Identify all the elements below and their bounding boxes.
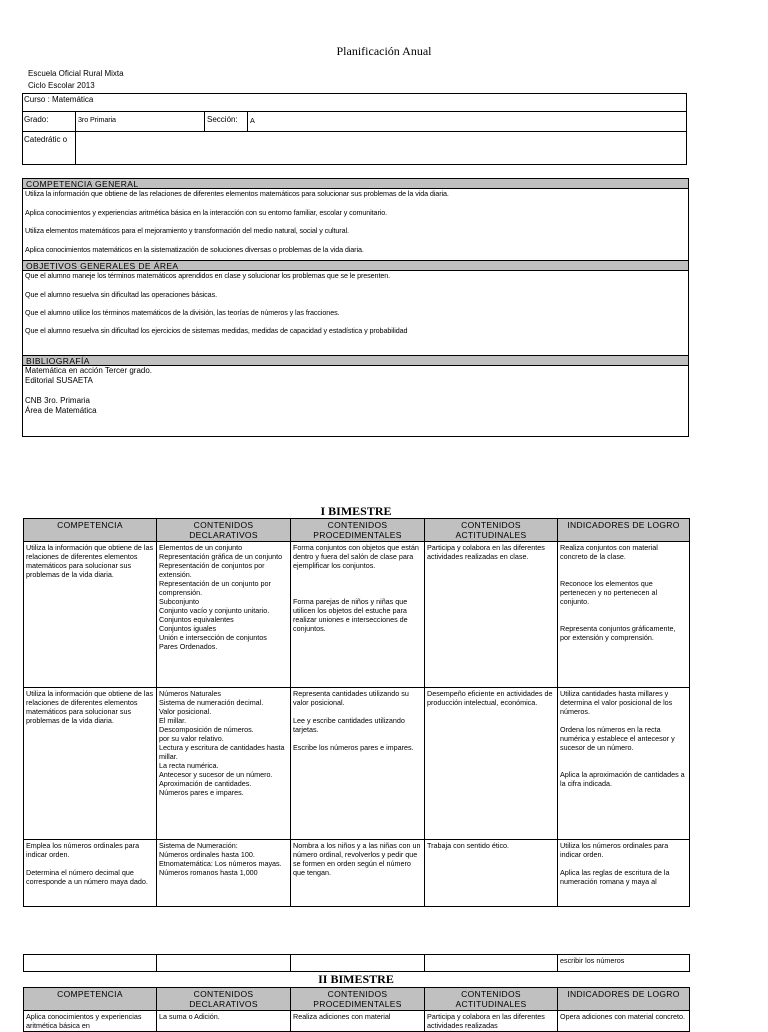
general-competence-item: Utiliza elementos matemáticos para el mejoramiento y transformación del medio natural, social y cultural. — [25, 226, 349, 235]
cell-text: por su valor relativo. — [159, 734, 224, 743]
column-header: INDICADORES DE LOGRO — [558, 519, 690, 542]
grade-value: 3ro Primaria — [78, 115, 116, 124]
cell-text: Desempeño eficiente en actividades de producción intelectual, económica. — [427, 689, 553, 707]
bimester-2-table — [23, 987, 690, 1032]
cell-text — [157, 955, 291, 972]
cell-text: Lee y escribe cantidades utilizando tarjetas. — [293, 716, 405, 734]
cell-text: Elementos de un conjunto — [159, 543, 243, 552]
column-header: CONTENIDOS PROCEDIMENTALES — [291, 519, 425, 542]
table-row — [24, 542, 690, 688]
cell-text: Utiliza los números ordinales para indicar orden. — [560, 841, 669, 859]
objective-item: Que el alumno utilice los términos matemáticos de la división, las teorías de números y las fracciones. — [25, 308, 340, 317]
general-competence-item: Aplica conocimientos matemáticos en la sistematización de soluciones diversas o problemas de la vida diaria. — [25, 245, 364, 254]
bimester-1-table — [23, 518, 690, 907]
section-label: Sección: — [207, 115, 238, 124]
column-header: CONTENIDOS DECLARATIVOS — [157, 988, 291, 1011]
bibliography-line: CNB 3ro. Primaria — [25, 396, 90, 405]
cell-text: Aproximación de cantidades. — [159, 779, 252, 788]
cell-text: Opera adiciones con material concreto. — [558, 1011, 690, 1032]
cell-text: El millar. — [159, 716, 187, 725]
column-header: INDICADORES DE LOGRO — [558, 988, 690, 1011]
cell-text: Realiza adiciones con material — [291, 1011, 425, 1032]
course-label: Curso : Matemática — [24, 95, 94, 104]
cell-text: Antecesor y sucesor de un número. — [159, 770, 273, 779]
objective-item: Que el alumno resuelva sin dificultad los ejercicios de sistemas medidas, medidas de capacidad y estadística y probabilidad — [25, 326, 408, 335]
objectives-header: OBJETIVOS GENERALES DE ÁREA — [22, 260, 689, 271]
cell-text: Números romanos hasta 1,000 — [159, 868, 258, 877]
cell-text: Utiliza la información que obtiene de las relaciones de diferentes elementos matemáticos para solucionar sus problemas de la vida diaria. — [26, 543, 154, 579]
column-header: CONTENIDOS DECLARATIVOS — [157, 519, 291, 542]
cell-text: Utiliza la información que obtiene de las relaciones de diferentes elementos matemáticos para solucionar sus problemas de la vida diaria. — [26, 689, 154, 725]
cell-text — [24, 955, 157, 972]
cell-text: Aplica la aproximación de cantidades a la cifra indicada. — [560, 770, 685, 788]
cell-text: Números Naturales — [159, 689, 221, 698]
cell-text: Representa cantidades utilizando su valor posicional. — [293, 689, 409, 707]
cell-text: Números ordinales hasta 100. — [159, 850, 255, 859]
column-header: CONTENIDOS ACTITUDINALES — [425, 988, 558, 1011]
bimester-1-continuation — [23, 954, 690, 972]
cell-text: Utiliza cantidades hasta millares y determina el valor posicional de los números. — [560, 689, 673, 716]
bimester-2-title: II BIMESTRE — [318, 972, 394, 986]
cell-text: Representa conjuntos gráficamente, por extensión y comprensión. — [560, 624, 676, 642]
school-year: Ciclo Escolar 2013 — [28, 81, 95, 90]
cell-text: Realiza conjuntos con material concreto de la clase. — [560, 543, 658, 561]
cell-text: Conjunto vacío y conjunto unitario. — [159, 606, 270, 615]
cell-text: Representación gráfica de un conjunto — [159, 552, 283, 561]
table-row — [24, 840, 690, 907]
general-competence-item: Aplica conocimientos y experiencias aritmética básica en la interacción con su entorno familiar, escolar y comunitario. — [25, 208, 388, 217]
cell-text: Aplica conocimientos y experiencias aritmética básica en — [24, 1011, 157, 1032]
cell-text: Reconoce los elementos que pertenecen y no pertenecen al conjunto. — [560, 579, 658, 606]
cell-text: Pares Ordenados. — [159, 642, 218, 651]
general-competence-item: Utiliza la información que obtiene de las relaciones de diferentes elementos matemáticos para solucionar sus problemas de la vida diaria. — [25, 189, 449, 198]
table-row — [24, 955, 690, 972]
cell-text: Forma parejas de niños y niñas que utilicen los objetos del estuche para realizar uniones e intersecciones de conjuntos. — [293, 597, 408, 633]
cell-text: Subconjunto — [159, 597, 199, 606]
cell-text: La recta numérica. — [159, 761, 219, 770]
bibliography-line: Editorial SUSAETA — [25, 376, 93, 385]
section-value: A — [250, 116, 255, 125]
objective-item: Que el alumno resuelva sin dificultad las operaciones básicas. — [25, 290, 217, 299]
column-header: COMPETENCIA — [24, 988, 157, 1011]
bibliography-line: Matemática en acción Tercer grado. — [25, 366, 153, 375]
cell-text: Escribe los números pares e impares. — [293, 743, 414, 752]
cell-text: Ordena los números en la recta numérica y establece el antecesor y sucesor de un número. — [560, 725, 675, 752]
teacher-label: Catedrátic o — [24, 135, 68, 144]
column-header: COMPETENCIA — [24, 519, 157, 542]
cell-text: Etnomatemática: Los números mayas. — [159, 859, 282, 868]
info-table — [22, 93, 687, 165]
cell-text: Emplea los números ordinales para indicar orden. — [26, 841, 140, 859]
cell-text: Conjuntos equivalentes — [159, 615, 234, 624]
cell-text: Representación de un conjunto por comprensión. — [159, 579, 271, 597]
cell-text: Valor posicional. — [159, 707, 212, 716]
bimester-1-title: I BIMESTRE — [320, 504, 392, 518]
bibliography-header: BIBLIOGRAFÍA — [22, 355, 689, 366]
school-name: Escuela Oficial Rural Mixta — [28, 69, 124, 78]
cell-text — [425, 955, 558, 972]
cell-text: Forma conjuntos con objetos que están dentro y fuera del salón de clase para ejemplificar los conjuntos. — [293, 543, 419, 570]
cell-text: Determina el número decimal que corresponde a un número maya dado. — [26, 868, 148, 886]
objective-item: Que el alumno maneje los términos matemáticos aprendidos en clase y solucionar los problemas que se le presenten. — [25, 271, 391, 280]
cell-text: Participa y colabora en las diferentes actividades realizadas en clase. — [427, 543, 545, 561]
cell-text: Unión e intersección de conjuntos — [159, 633, 267, 642]
cell-text: Descomposición de números. — [159, 725, 254, 734]
cell-text: Trabaja con sentido ético. — [427, 841, 510, 850]
cell-text: Sistema de numeración decimal. — [159, 698, 264, 707]
cell-text: Aplica las reglas de escritura de la numeración romana y maya al — [560, 868, 670, 886]
bibliography-line: Área de Matemática — [25, 406, 97, 415]
cell-text: Participa y colabora en las diferentes actividades realizadas — [425, 1011, 558, 1032]
cell-text: Números pares e impares. — [159, 788, 244, 797]
table-row — [24, 1011, 690, 1032]
cell-text: escribir los números — [558, 955, 690, 972]
page-title: Planificación Anual — [336, 44, 432, 58]
cell-text: Sistema de Numeración: — [159, 841, 238, 850]
column-header: CONTENIDOS ACTITUDINALES — [425, 519, 558, 542]
cell-text: Representación de conjuntos por extensión. — [159, 561, 265, 579]
cell-text: Conjuntos iguales — [159, 624, 217, 633]
cell-text: La suma o Adición. — [157, 1011, 291, 1032]
table-row — [24, 688, 690, 840]
cell-text: Nombra a los niños y a las niñas con un número ordinal, revolverlos y pedir que se formen en orden según el número que tengan. — [293, 841, 421, 877]
cell-text: Lectura y escritura de cantidades hasta millar. — [159, 743, 285, 761]
grade-label: Grado: — [24, 115, 49, 124]
general-competence-header: COMPETENCIA GENERAL — [22, 178, 689, 189]
column-header: CONTENIDOS PROCEDIMENTALES — [291, 988, 425, 1011]
cell-text — [291, 955, 425, 972]
